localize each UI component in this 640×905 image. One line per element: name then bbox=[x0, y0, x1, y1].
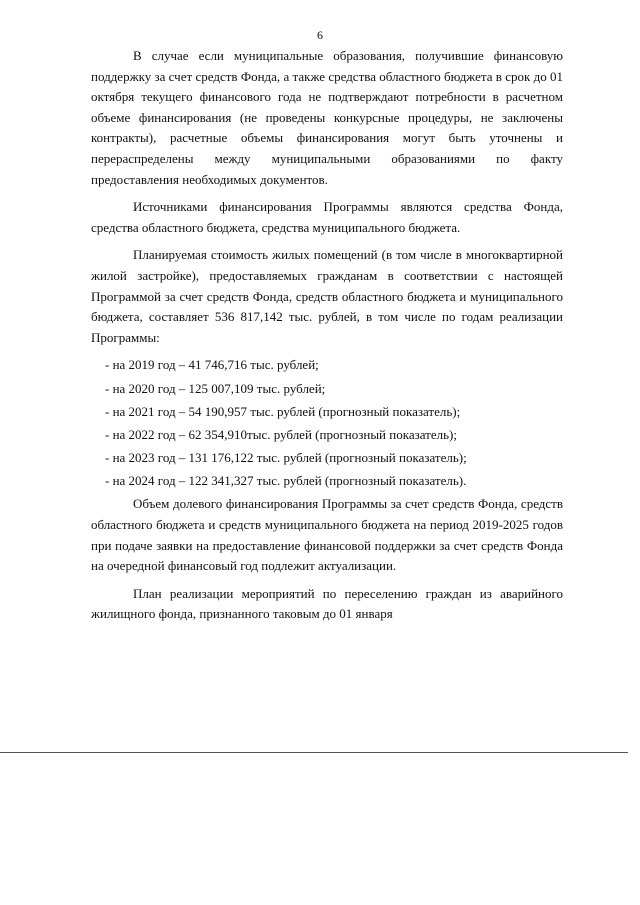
page-number: 6 bbox=[317, 28, 323, 42]
paragraph-funding-sources: Источниками финансирования Программы являются средства Фонда, средства областного бюджета, средства муниципального бюджета. bbox=[91, 199, 563, 235]
list-item: - на 2022 год – 62 354,910тыс. рублей (прогнозный показатель); bbox=[105, 426, 457, 442]
paragraph-planned-cost: Планируемая стоимость жилых помещений (в том числе в многоквартирной жилой застройке), предоставляемых гражданам в соответствии с настоящей Программой за счет средств Фонда, средств областного бюджета и муниципального бюджета, составляет 536 817,142 тыс. рублей, в том числе по годам реализации Программы: bbox=[91, 247, 563, 345]
list-item: - на 2024 год – 122 341,327 тыс. рублей (прогнозный показатель). bbox=[105, 473, 467, 489]
paragraph-implementation-plan: План реализации мероприятий по переселению граждан из аварийного жилищного фонда, признанного таковым до 01 января bbox=[91, 585, 563, 622]
year-list bbox=[91, 355, 563, 492]
list-item: - на 2020 год – 125 007,109 тыс. рублей; bbox=[105, 380, 326, 396]
list-item: - на 2021 год – 54 190,957 тыс. рублей (прогнозный показатель); bbox=[105, 403, 461, 419]
paragraph-redistribution: В случае если муниципальные образования, получившие финансовую поддержку за счет средств Фонда, а также средства областного бюджета в срок до 01 октября текущего финансового года не подтверждают потребности в расчетном объеме финансирования (не проведены конкурсные процедуры, не заключены контракты), расчетные объемы финансирования могут быть уточнены и перераспределены между муниципальными образованиями по факту предоставления необходимых документов. bbox=[91, 48, 563, 187]
list-item: - на 2023 год – 131 176,122 тыс. рублей (прогнозный показатель); bbox=[105, 450, 467, 466]
document-body bbox=[91, 46, 563, 632]
footer-divider bbox=[0, 752, 628, 753]
list-item: - на 2019 год – 41 746,716 тыс. рублей; bbox=[105, 357, 319, 373]
paragraph-financing-volume: Объем долевого финансирования Программы за счет средств Фонда, средств областного бюджета и средств муниципального бюджета на период 2019-2025 годов при подаче заявки на предоставление финансовой поддержки за счет средств Фонда на очередной финансовый год подлежит актуализации. bbox=[91, 496, 563, 574]
